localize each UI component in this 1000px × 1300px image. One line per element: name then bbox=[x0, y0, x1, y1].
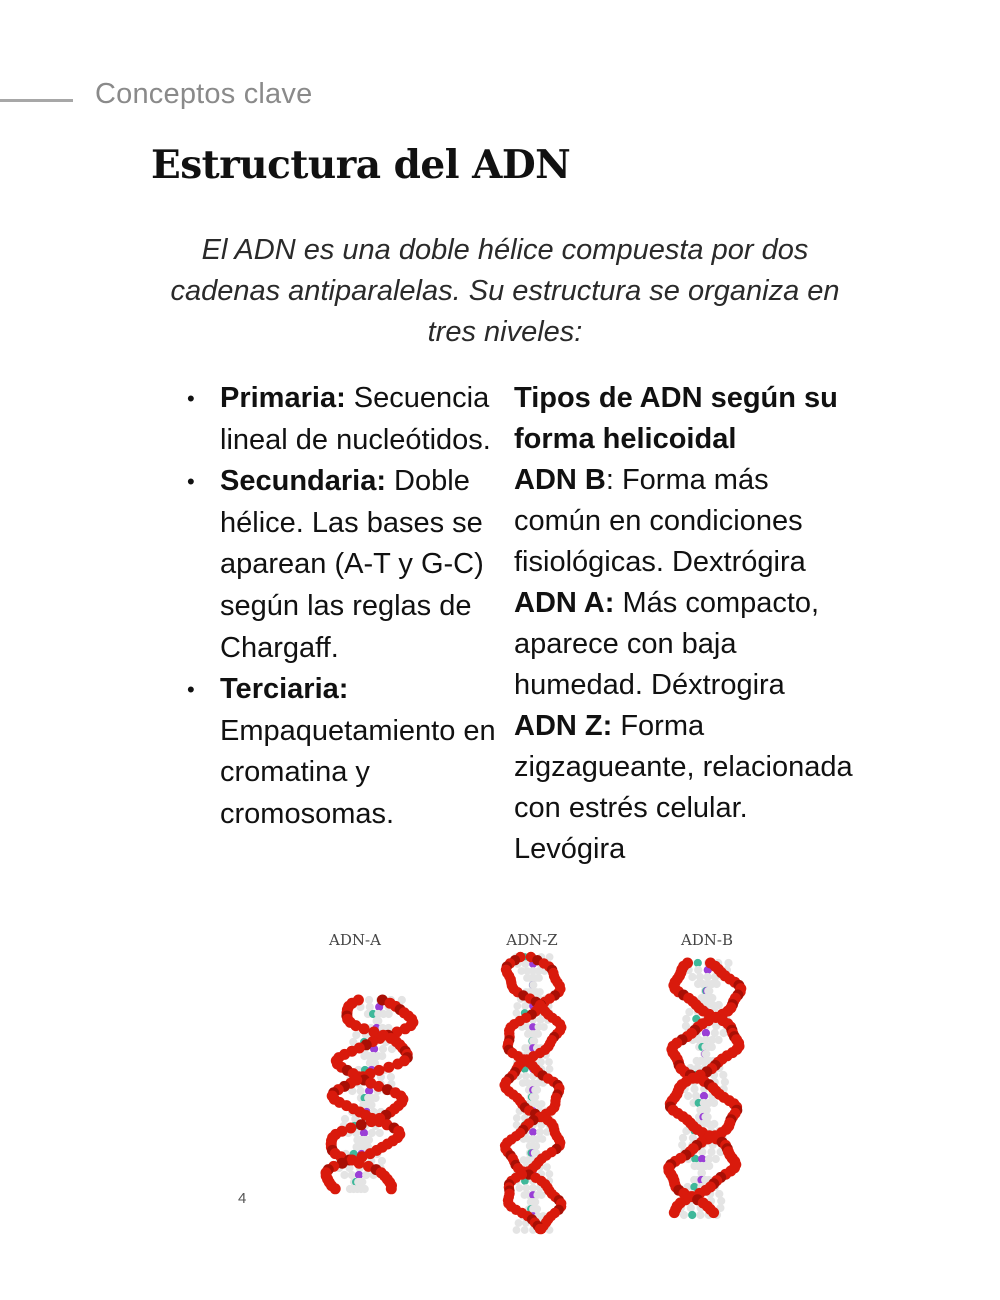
figure-label-adn-a: ADN-A bbox=[329, 931, 381, 949]
dna-type-name: ADN A: bbox=[514, 587, 615, 619]
dna-type-name: ADN B bbox=[514, 464, 606, 496]
figure-label-adn-z: ADN-Z bbox=[506, 931, 558, 949]
dna-types-title: Tipos de ADN según su forma helicoidal bbox=[514, 382, 838, 455]
level-name: Primaria: bbox=[220, 382, 346, 414]
section-label: Conceptos clave bbox=[95, 78, 313, 110]
level-name: Terciaria: bbox=[220, 673, 349, 706]
page-title: Estructura del ADN bbox=[151, 142, 571, 188]
helix-adn-a-image bbox=[321, 995, 419, 1195]
dna-type-text: Forma zigzagueante, relacionada con estrés celular. Levógira bbox=[514, 710, 853, 865]
dna-type-name: ADN Z: bbox=[514, 710, 613, 742]
intro-paragraph: El ADN es una doble hélice compuesta por dos cadenas antiparalelas. Su estructura se organiza en tres niveles: bbox=[170, 234, 840, 348]
bullet-icon: • bbox=[187, 386, 195, 411]
section-rule bbox=[0, 99, 73, 102]
dna-type-entry bbox=[514, 460, 854, 583]
page-number: 4 bbox=[238, 1190, 247, 1207]
level-text: Doble hélice. Las bases se aparean (A-T y G-C) según las reglas de Chargaff. bbox=[220, 465, 484, 664]
level-text: Secuencia lineal de nucleótidos. bbox=[220, 382, 491, 456]
list-item bbox=[187, 461, 505, 669]
bullet-icon: • bbox=[187, 677, 195, 703]
list-item bbox=[187, 669, 505, 835]
dna-type-text: Más compacto, aparece con baja humedad. Déxtrogira bbox=[514, 587, 820, 701]
dna-type-entry bbox=[514, 706, 854, 870]
dna-forms-figure bbox=[300, 925, 780, 1245]
structure-levels-list bbox=[187, 378, 505, 836]
level-name: Secundaria: bbox=[220, 465, 386, 498]
bullet-icon: • bbox=[187, 469, 195, 495]
figure-label-adn-b: ADN-B bbox=[680, 931, 734, 949]
helix-adn-b-image bbox=[663, 958, 746, 1220]
dna-types-section bbox=[514, 378, 854, 870]
dna-type-text: : Forma más común en condiciones fisiológicas. Dextrógira bbox=[514, 464, 806, 578]
level-text: Empaquetamiento en cromatina y cromosomas. bbox=[220, 714, 496, 830]
list-item bbox=[187, 378, 505, 461]
dna-type-entry bbox=[514, 583, 854, 706]
helix-adn-z-image bbox=[499, 952, 566, 1234]
